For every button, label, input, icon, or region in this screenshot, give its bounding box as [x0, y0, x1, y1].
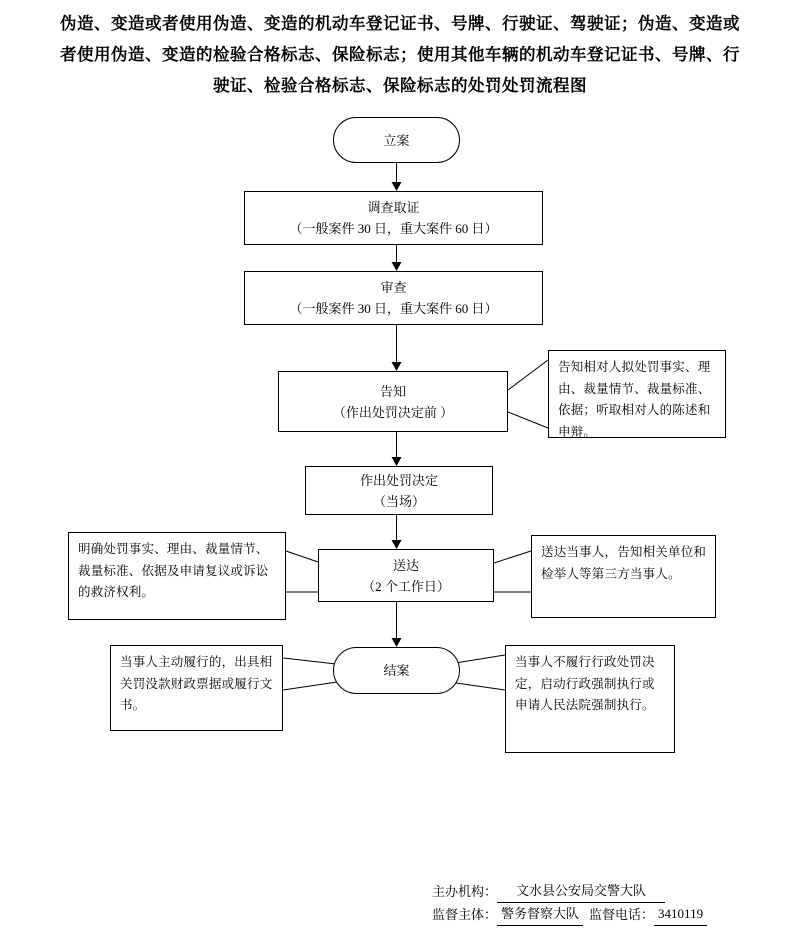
node-review-line-2: （一般案件 30 日，重大案件 60 日）: [289, 301, 498, 316]
page-title: 伪造、变造或者使用伪造、变造的机动车登记证书、号牌、行驶证、驾驶证；伪造、变造或者使用伪造、变造的检验合格标志、保险标志；使用其他车辆的机动车登记证书、号牌、行驶证、检验合格标志、保险标志的处罚处罚流程图: [60, 14, 740, 95]
node-deliver: [318, 549, 494, 602]
footer-phone-value: 3410119: [654, 903, 707, 926]
node-start: [333, 117, 460, 163]
node-close: [333, 647, 460, 694]
node-decision: [305, 466, 493, 515]
node-inform: [278, 371, 508, 432]
node-investigate: [244, 191, 543, 245]
node-inform-line-1: 告知: [379, 383, 406, 399]
node-close-line-1: 结案: [383, 663, 410, 678]
node-deliver-line-1: 送达: [392, 557, 419, 573]
footer-organizer-label: 主办机构：: [432, 884, 498, 899]
node-review-line-1: 审查: [380, 280, 407, 295]
node-deliver-line-2: （2 个工作日）: [362, 578, 450, 594]
footer-supervisor-row: [432, 903, 707, 926]
footer-supervisor-label: 监督主体：: [432, 907, 498, 922]
footer-phone-label: 监督电话：: [589, 907, 655, 922]
note-deliver-left: 明确处罚事实、理由、裁量情节、裁量标准、依据及申请复议或诉讼的救济权利。: [68, 532, 286, 620]
footer: [432, 880, 707, 926]
footer-organizer-value: 文水县公安局交警大队: [497, 880, 665, 903]
note-deliver-right: 送达当事人，告知相关单位和检举人等第三方当事人。: [531, 535, 716, 618]
footer-organizer-row: [432, 880, 707, 903]
node-inform-line-2: （作出处罚决定前 ）: [332, 404, 454, 420]
node-review: [244, 271, 543, 325]
node-investigate-line-1: 调查取证: [367, 200, 420, 215]
node-investigate-line-2: （一般案件 30 日，重大案件 60 日）: [289, 221, 498, 236]
node-start-line-1: 立案: [383, 132, 410, 148]
footer-supervisor-value: 警务督察大队: [497, 903, 583, 926]
note-close-right: 当事人不履行行政处罚决定，启动行政强制执行或申请人民法院强制执行。: [505, 645, 675, 753]
node-decision-line-1: 作出处罚决定: [359, 472, 438, 488]
node-decision-line-2: （当场）: [372, 493, 425, 509]
note-close-left: 当事人主动履行的，出具相关罚没款财政票据或履行文书。: [110, 645, 283, 731]
note-inform: 告知相对人拟处罚事实、理由、裁量情节、裁量标准、依据；听取相对人的陈述和申辩。: [548, 350, 726, 438]
